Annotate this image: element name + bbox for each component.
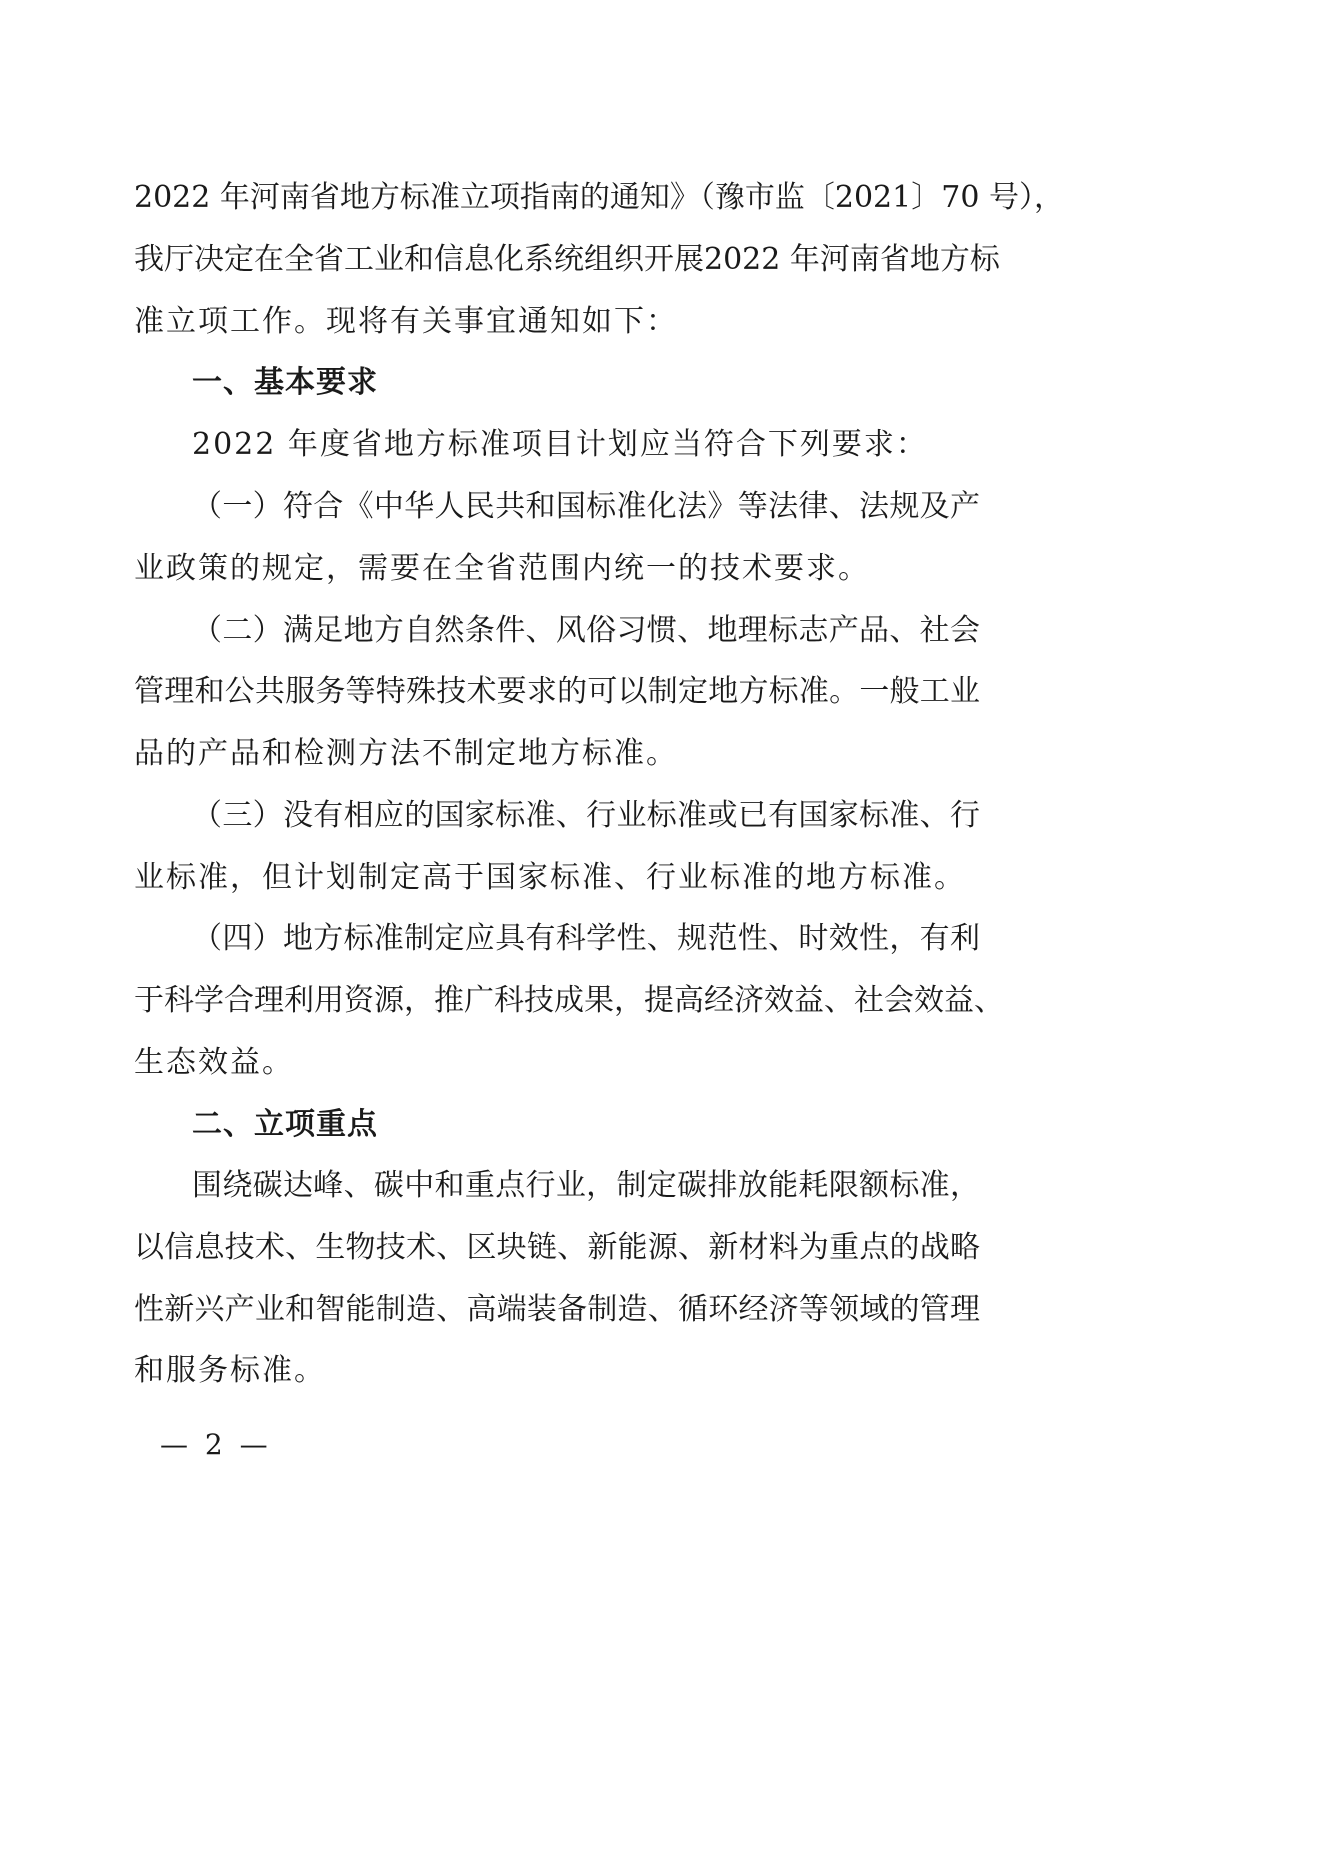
body-text-line: （一）符合《中华人民共和国标准化法》等法律、法规及产 xyxy=(192,489,980,524)
body-text-line: 生态效益。 xyxy=(134,1045,294,1080)
page-number: — 2 — xyxy=(160,1428,272,1461)
body-text-line: 管理和公共服务等特殊技术要求的可以制定地方标准。一般工业 xyxy=(134,674,980,709)
body-text-line: 和服务标准。 xyxy=(134,1353,326,1388)
body-text-line: 业政策的规定，需要在全省范围内统一的技术要求。 xyxy=(134,551,870,586)
body-text-line: 业标准，但计划制定高于国家标准、行业标准的地方标准。 xyxy=(134,860,966,895)
body-text-line: 准立项工作。现将有关事宜通知如下： xyxy=(134,304,678,339)
body-text-line: 2022 年河南省地方标准立项指南的通知》（豫市监〔2021〕70 号）， xyxy=(134,180,1064,215)
body-text-line: 性新兴产业和智能制造、高端装备制造、循环经济等领域的管理 xyxy=(134,1292,980,1327)
body-text-line: 品的产品和检测方法不制定地方标准。 xyxy=(134,736,678,771)
body-text-line: （四）地方标准制定应具有科学性、规范性、时效性，有利 xyxy=(192,921,980,956)
body-text-line: （二）满足地方自然条件、风俗习惯、地理标志产品、社会 xyxy=(192,613,980,648)
body-text-line: 我厅决定在全省工业和信息化系统组织开展2022 年河南省地方标 xyxy=(134,242,1000,277)
body-text-line: 围绕碳达峰、碳中和重点行业，制定碳排放能耗限额标准， xyxy=(192,1168,980,1203)
section-heading-project-priorities: 二、立项重点 xyxy=(192,1107,378,1142)
section-heading-basic-requirements: 一、基本要求 xyxy=(192,365,378,400)
body-text-line: 于科学合理利用资源，推广科技成果，提高经济效益、社会效益、 xyxy=(134,983,1004,1018)
body-text-line: 2022 年度省地方标准项目计划应当符合下列要求： xyxy=(192,427,928,462)
body-text-line: （三）没有相应的国家标准、行业标准或已有国家标准、行 xyxy=(192,798,980,833)
body-text-line: 以信息技术、生物技术、区块链、新能源、新材料为重点的战略 xyxy=(134,1230,980,1265)
